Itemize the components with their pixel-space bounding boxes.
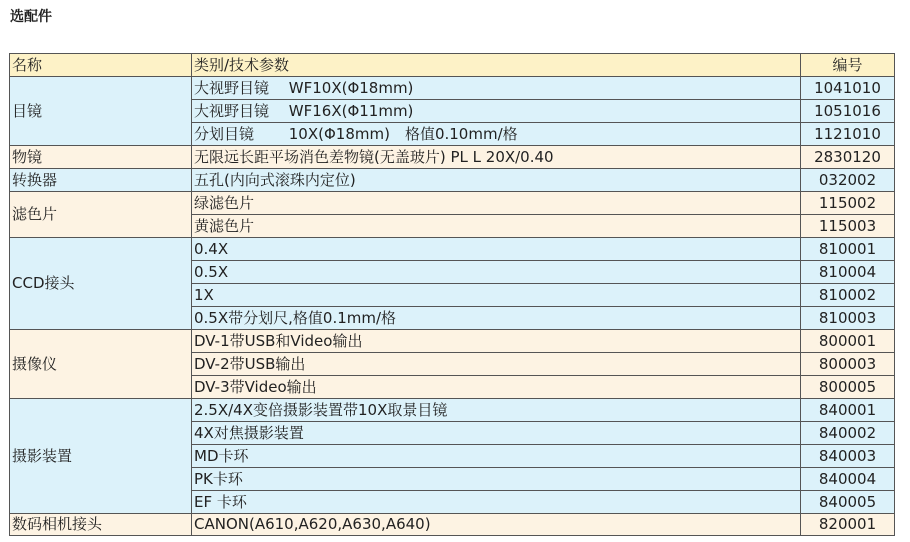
row-spec: 大视野目镜 WF10X(Φ18mm) xyxy=(192,77,801,100)
accessories-table xyxy=(9,53,895,536)
table-row xyxy=(10,399,895,422)
row-code: 840003 xyxy=(801,445,895,468)
group-name-ccd-adapter: CCD接头 xyxy=(10,238,192,330)
row-spec: MD卡环 xyxy=(192,445,801,468)
row-code: 840002 xyxy=(801,422,895,445)
group-name-objective: 物镜 xyxy=(10,146,192,169)
group-name-eyepiece: 目镜 xyxy=(10,77,192,146)
row-spec: DV-2带USB输出 xyxy=(192,353,801,376)
row-spec: 0.4X xyxy=(192,238,801,261)
row-code: 840004 xyxy=(801,468,895,491)
row-spec: 无限远长距平场消色差物镜(无盖玻片) PL L 20X/0.40 xyxy=(192,146,801,169)
group-name-photo-device: 摄影装置 xyxy=(10,399,192,514)
table-row xyxy=(10,77,895,100)
row-code: 1041010 xyxy=(801,77,895,100)
table-row xyxy=(10,514,895,536)
row-spec: DV-3带Video输出 xyxy=(192,376,801,399)
row-spec: 2.5X/4X变倍摄影装置带10X取景目镜 xyxy=(192,399,801,422)
row-code: 800005 xyxy=(801,376,895,399)
row-code: 810002 xyxy=(801,284,895,307)
row-code: 840005 xyxy=(801,491,895,514)
row-code: 032002 xyxy=(801,169,895,192)
row-code: 115003 xyxy=(801,215,895,238)
header-spec: 类别/技术参数 xyxy=(192,54,801,77)
row-spec: EF 卡环 xyxy=(192,491,801,514)
row-code: 1051016 xyxy=(801,100,895,123)
row-code: 2830120 xyxy=(801,146,895,169)
row-spec: 4X对焦摄影装置 xyxy=(192,422,801,445)
group-name-filter: 滤色片 xyxy=(10,192,192,238)
page-title: 选配件 xyxy=(10,9,52,25)
table-row xyxy=(10,169,895,192)
row-code: 840001 xyxy=(801,399,895,422)
table-row xyxy=(10,330,895,353)
table-row xyxy=(10,238,895,261)
row-spec: 黄滤色片 xyxy=(192,215,801,238)
row-code: 810001 xyxy=(801,238,895,261)
table-header-row xyxy=(10,54,895,77)
row-code: 810003 xyxy=(801,307,895,330)
row-code: 820001 xyxy=(801,514,895,536)
row-spec: 0.5X xyxy=(192,261,801,284)
row-spec: 大视野目镜 WF16X(Φ11mm) xyxy=(192,100,801,123)
header-name: 名称 xyxy=(10,54,192,77)
row-code: 1121010 xyxy=(801,123,895,146)
row-code: 115002 xyxy=(801,192,895,215)
group-name-camera: 摄像仪 xyxy=(10,330,192,399)
row-spec: PK卡环 xyxy=(192,468,801,491)
row-code: 810004 xyxy=(801,261,895,284)
row-spec: 五孔(内向式滚珠内定位) xyxy=(192,169,801,192)
row-spec: CANON(A610,A620,A630,A640) xyxy=(192,514,801,536)
group-name-nosepiece: 转换器 xyxy=(10,169,192,192)
group-name-digital-camera-adapter: 数码相机接头 xyxy=(10,514,192,536)
table-row xyxy=(10,192,895,215)
row-spec: 绿滤色片 xyxy=(192,192,801,215)
row-code: 800001 xyxy=(801,330,895,353)
table-row xyxy=(10,146,895,169)
header-code: 编号 xyxy=(801,54,895,77)
row-code: 800003 xyxy=(801,353,895,376)
row-spec: DV-1带USB和Video输出 xyxy=(192,330,801,353)
row-spec: 0.5X带分划尺,格值0.1mm/格 xyxy=(192,307,801,330)
row-spec: 分划目镜 10X(Φ18mm) 格值0.10mm/格 xyxy=(192,123,801,146)
row-spec: 1X xyxy=(192,284,801,307)
